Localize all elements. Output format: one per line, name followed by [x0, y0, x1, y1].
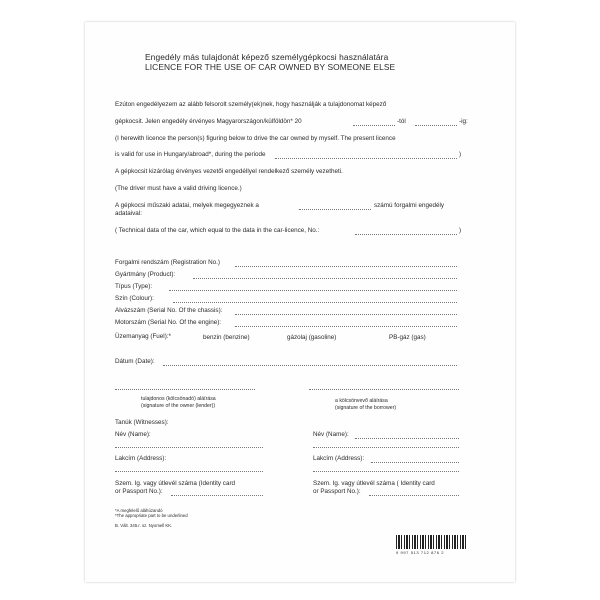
borrower-signature-line[interactable]	[309, 389, 459, 390]
technical-text-hu-suffix: számú forgalmi engedély	[374, 202, 445, 209]
witness2-address-field-2[interactable]	[313, 471, 459, 472]
witness2-address-label: Lakcím (Address):	[313, 455, 365, 462]
witness2-name-field[interactable]	[355, 438, 459, 439]
date-to-field[interactable]	[415, 125, 457, 126]
date-from-field[interactable]	[353, 125, 395, 126]
engine-field[interactable]	[235, 326, 457, 327]
witness1-address-field[interactable]	[115, 471, 263, 472]
title-english: LICENCE FOR THE USE OF CAR OWNED BY SOMEONE ELSE	[145, 62, 396, 72]
date-label: Dátum (Date):	[115, 358, 155, 365]
technical-text-hu: A gépkocsi műszaki adatai, melyek megegyeznek a	[115, 202, 259, 209]
barcode	[396, 535, 466, 549]
witness1-name-label: Név (Name):	[115, 431, 151, 438]
barcode-number: 9 997 513 712 876 2	[396, 550, 445, 555]
chassis-label: Alvázszám (Serial No. Of the chassis):	[115, 307, 223, 314]
colour-label: Szín (Colour):	[115, 295, 154, 302]
footnote-hu: *A megfelelő aláhúzandó	[115, 508, 163, 513]
driver-text-en: (The driver must have a valid driving licence.)	[115, 185, 242, 192]
witness1-id-label-line2: or Passport No.):	[115, 488, 163, 495]
witness1-id-label-line1: Szem. Ig. vagy útlevél száma (Identity card	[115, 480, 236, 487]
type-field[interactable]	[169, 290, 457, 291]
intro-text-line2: gépkocsit. Jelen engedély érvényes Magyarországon/külföldön* 20	[115, 118, 302, 125]
licence-text-line1: (I herewith licence the person(s) figuring below to drive the car owned by myself. The present licence	[115, 135, 396, 142]
borrower-signature-en: (signature of the borrower)	[335, 405, 397, 411]
registration-field[interactable]	[235, 266, 457, 267]
product-label: Gyártmány (Product):	[115, 271, 176, 278]
chassis-field[interactable]	[235, 314, 457, 315]
technical-text-hu-line2: adataival:	[115, 210, 142, 217]
witness1-name-field[interactable]	[115, 447, 263, 448]
period-close-paren: )	[459, 151, 462, 158]
form-sheet	[85, 22, 515, 582]
witness2-id-label-line2: or Passport No.):	[313, 488, 361, 495]
witness2-name-field-2[interactable]	[313, 447, 459, 448]
fuel-option-gasoline[interactable]: gázolaj (gasoline)	[287, 334, 337, 341]
witnesses-heading: Tanúk (Witnesses):	[115, 419, 169, 426]
colour-field[interactable]	[173, 302, 457, 303]
product-field[interactable]	[193, 278, 457, 279]
fuel-option-gas[interactable]: PB-gáz (gas)	[389, 334, 426, 341]
witness1-address-label: Lakcím (Address):	[115, 455, 167, 462]
witness2-id-field[interactable]	[369, 495, 459, 496]
licence-text-line2: is valid for use in Hungary/abroad*, during the periode	[115, 151, 266, 158]
owner-signature-line[interactable]	[115, 389, 255, 390]
borrower-signature-hu: a kölcsönvevő aláírása	[335, 398, 388, 404]
from-suffix: -tól	[397, 118, 406, 125]
title-hungarian: Engedély más tulajdonát képező személygépkocsi használatára	[145, 52, 389, 62]
footnote-en: *The appropriate part to be underlined	[115, 513, 188, 518]
to-suffix: -ig:	[459, 118, 468, 125]
fuel-label: Üzemanyag (Fuel):*	[115, 333, 171, 340]
type-label: Típus (Type):	[115, 283, 153, 290]
period-field[interactable]	[275, 158, 457, 159]
registration-label: Forgalmi rendszám (Registration No.)	[115, 259, 220, 266]
owner-signature-en: (signature of the owner (lender))	[141, 403, 216, 409]
witness1-id-field[interactable]	[171, 495, 263, 496]
form-code: B. Vált. 345.r. sz. Nyomell KK.	[115, 523, 173, 528]
intro-text-line1: Ezúton engedélyezem az alább felsorolt személy(ek)nek, hogy használják a tulajdonomat képező	[115, 101, 387, 108]
technical-text-en: ( Technical data of the car, which equal to the data in the car-licence, No.:	[115, 227, 320, 234]
date-field[interactable]	[163, 365, 457, 366]
owner-signature-hu: tulajdonos (kölcsönadó) aláírása	[141, 396, 216, 402]
fuel-option-benzine[interactable]: benzin (benzine)	[203, 334, 250, 341]
witness2-name-label: Név (Name):	[313, 431, 349, 438]
car-licence-number-en-field[interactable]	[355, 234, 457, 235]
technical-close-paren: )	[459, 227, 462, 234]
engine-label: Motorszám (Serial No. Of the engine):	[115, 319, 222, 326]
driver-text-hu: A gépkocsit kizárólag érvényes vezetői engedéllyel rendelkező személy vezetheti.	[115, 168, 343, 175]
witness2-id-label-line1: Szem. Ig. vagy útlevél száma ( Identity card	[313, 480, 435, 487]
car-licence-number-field[interactable]	[299, 209, 371, 210]
witness2-address-field[interactable]	[371, 462, 459, 463]
